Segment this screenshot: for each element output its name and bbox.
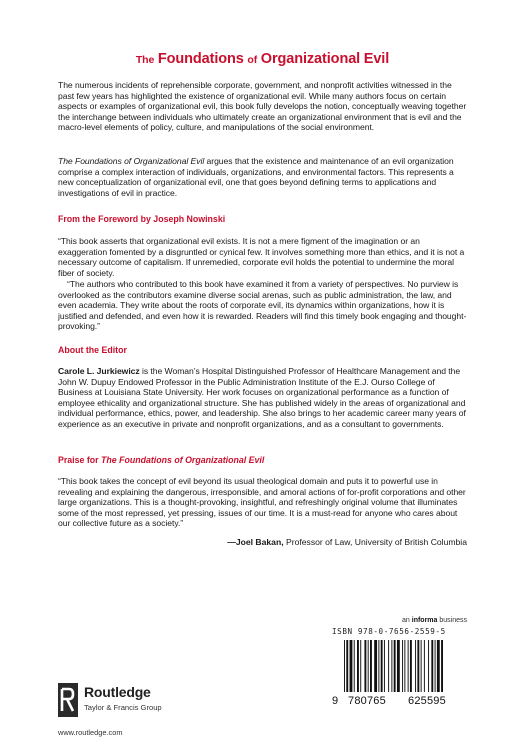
title-word-the: The [135,54,155,66]
barcode-bar [424,640,425,692]
editor-bio [58,366,470,429]
barcode-bar [417,640,419,692]
barcode-bar [394,640,396,692]
praise-heading-title: The Foundations of Organizational Evil [101,455,265,465]
barcode-bar [364,640,366,692]
title-word-foundations: Foundations [157,51,244,67]
barcode-bar [402,640,403,692]
book-title [0,51,525,67]
barcode-bar [344,640,345,692]
title-word-evil: Evil [363,51,390,67]
isbn-text: ISBN 978-0-7656-2559-5 [332,627,446,636]
praise-attribution-role: Professor of Law, University of British Columbia [283,537,467,547]
praise-attribution-name: —Joel Bakan, [227,537,284,547]
editor-name: Carole L. Jurkiewicz [58,366,140,376]
barcode-bar [391,640,392,692]
publisher-name: Routledge [84,684,151,700]
second-paragraph-book-title: The Foundations of Organizational Evil [58,156,205,166]
praise-heading [58,455,264,465]
barcode-bar [410,640,412,692]
barcode-bar [378,640,379,692]
barcode-left-digits: 780765 [348,695,386,707]
barcode-bar [397,640,400,692]
barcode-bar [415,640,416,692]
barcode-bar [408,640,409,692]
barcode-bar [384,640,385,692]
barcode-right-digits: 625595 [408,695,446,707]
informa-brand: informa [411,617,438,624]
barcode-bar [346,640,348,692]
title-word-organizational: Organizational [260,51,361,67]
second-paragraph [58,156,470,198]
barcode-bar [404,640,405,692]
second-paragraph-text: argues that the existence and maintenance of an evil organization comprise a complex interaction of individuals, organizations, and environmental factors. This represents a new conceptualization of organizational evil, one that goes beyond defining terms to applications and investigations of evil in practice. [58,156,454,198]
routledge-logo-icon [58,683,78,717]
publisher-group: Taylor & Francis Group [84,703,162,712]
praise-attribution [227,537,467,547]
barcode-bar [428,640,429,692]
barcode-bar [381,640,383,692]
barcode-bar [360,640,361,692]
barcode-bar [437,640,440,692]
praise-quote: “This book takes the concept of evil beyond its usual theological domain and puts it to powerful use in revealing and explaining the dangerous, irresponsible, and amoral actions of for-profit corporations and other large organizations. This is a thought-provoking, insightful, and refreshingly original volume that illuminates some of the most repressed, yet pressing, issues of our time. It is a must-read for anyone who cares about our collective future as a society.” [58,476,466,529]
editor-bio-text: is the Woman’s Hospital Distinguished Professor of Healthcare Management and the John W. Dupuy Endowed Professor in the Public Administration Institute of the E.J. Ourso College of Business at Louisiana State University. Her work focuses on organizational performance as a function of employee ethicality and organizational structure. She has published widely in the areas of organizational and individual performance, ethics, power, and leadership. She also brings to her academic career many years of experience as an executive in private and nonprofit organizations, and as a consultant to governments. [58,366,466,429]
barcode-bars [332,640,470,696]
barcode-bar [370,640,372,692]
barcode-bar [435,640,436,692]
foreword-quote-1: “This book asserts that organizational evil exists. It is not a mere figment of the imagination or an exaggeration fomented by a disgruntled or cynical few. It involves something more than ethics, and it is not a necessary outcome of capitalism. If unremedied, corporate evil holds the potential to undermine the moral fiber of society. [58,236,465,278]
editor-heading: About the Editor [58,345,127,355]
barcode-bar [368,640,369,692]
barcode-first-digit: 9 [332,695,339,707]
barcode-bar [374,640,377,692]
barcode-bar [350,640,353,692]
informa-prefix: an [402,617,412,624]
barcode-bar [354,640,355,692]
barcode-bar [388,640,389,692]
praise-heading-prefix: Praise for [58,455,102,465]
informa-suffix: business [437,617,467,624]
barcode-bar [441,640,443,692]
informa-business-label [402,617,467,624]
publisher-website: www.routledge.com [58,728,123,737]
title-word-of: of [247,54,258,66]
barcode-bar [431,640,433,692]
foreword-heading: From the Foreword by Joseph Nowinski [58,214,226,224]
foreword-quote-2: “The authors who contributed to this book have examined it from a variety of perspectives. No purview is overlooked as the contributors examine diverse social arenas, such as public administration, the law, and even academia. They write about the roots of corporate evil, its dynamics within organizations, how it is justified and defended, and even how it is rewarded. Readers will find this timely book engaging and thought-provoking.” [58,279,467,332]
intro-paragraph: The numerous incidents of reprehensible corporate, government, and nonprofit activities witnessed in the past few years has highlighted the existence of organizational evil. While many authors focus on certain aspects or examples of organizational evil, this book fully develops the notion, conceptually weaving together the interchange between individuals who ultimately create an organizational environment that is evil and the macro-level elements of policy, culture, and manipulations of the social environment. [58,80,467,133]
barcode-bar [421,640,422,692]
barcode-bar [357,640,359,692]
